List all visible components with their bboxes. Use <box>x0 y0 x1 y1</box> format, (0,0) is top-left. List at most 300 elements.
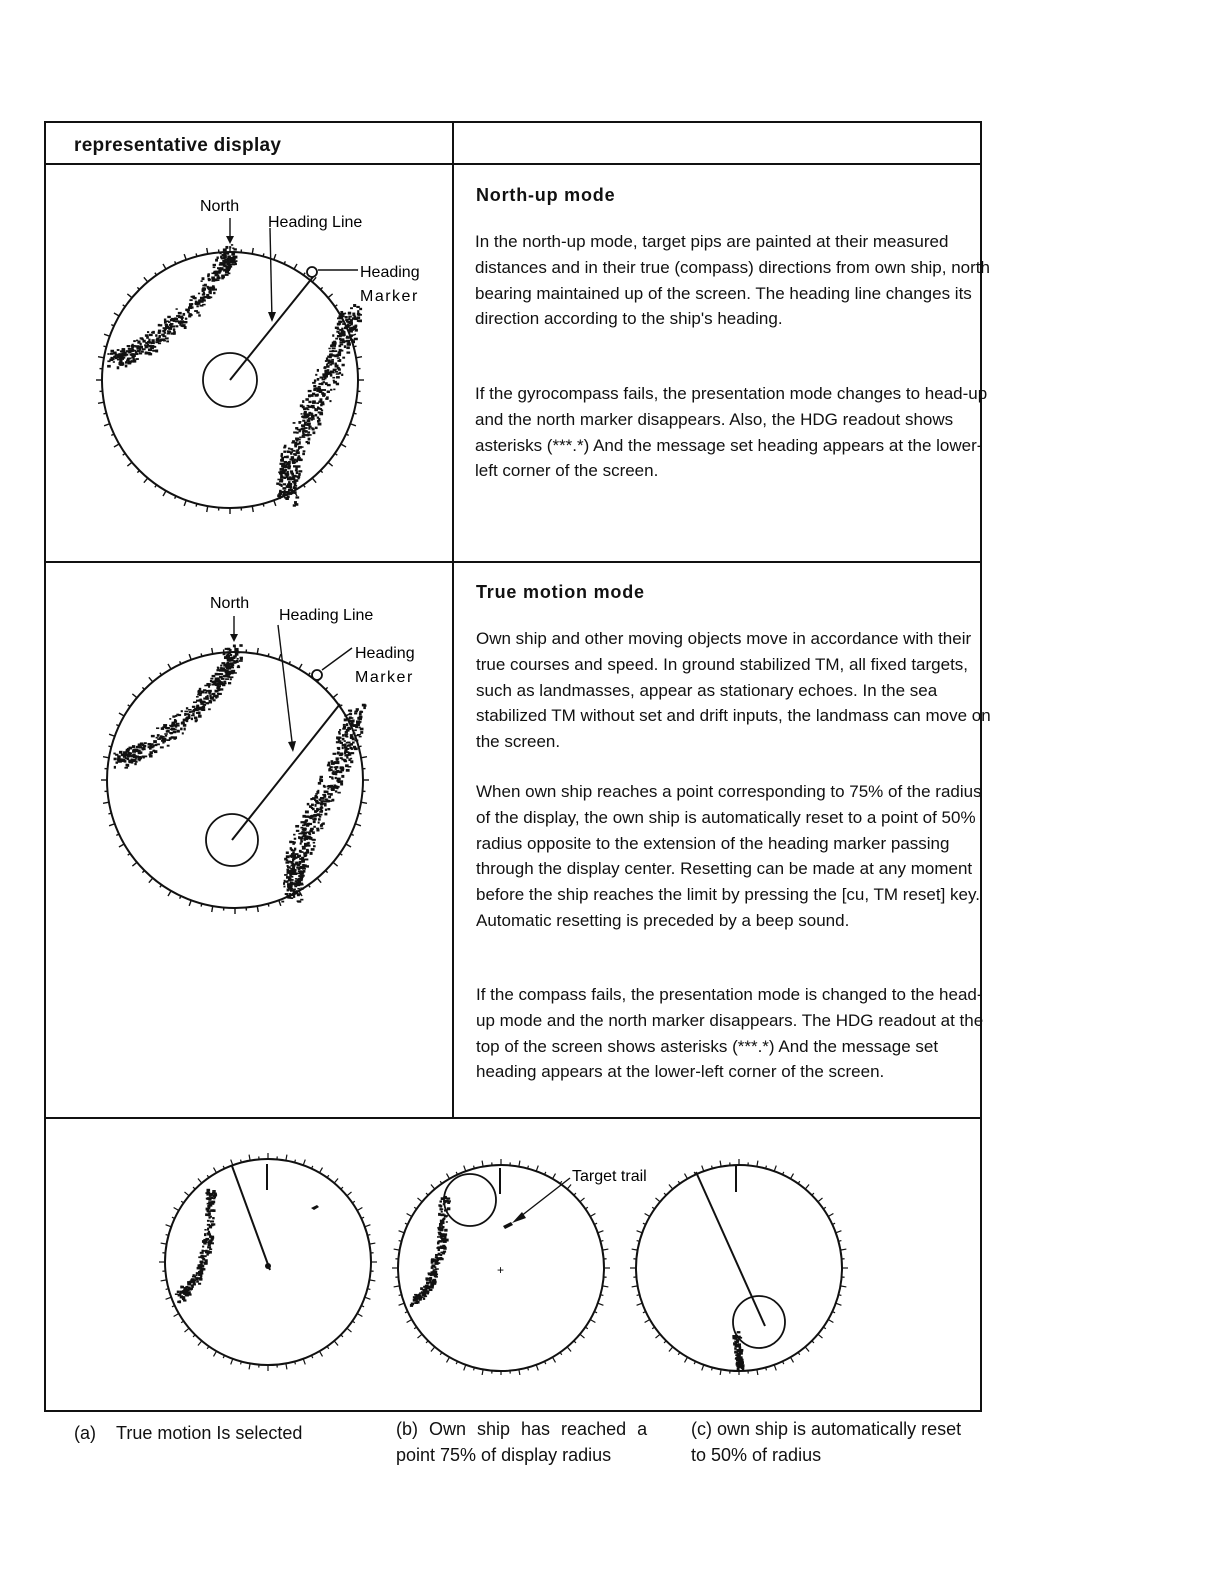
bearing-tick <box>184 500 186 506</box>
echo-dot <box>234 263 237 265</box>
echo-dot <box>232 247 234 249</box>
bearing-tick <box>359 746 362 747</box>
echo-dot <box>337 357 340 359</box>
echo-dot <box>155 341 159 343</box>
bearing-tick <box>279 900 281 906</box>
bearing-tick <box>214 1351 217 1356</box>
echo-dot <box>202 277 205 280</box>
echo-dot <box>305 430 307 432</box>
echo-dot <box>209 692 211 694</box>
echo-dot <box>304 423 307 426</box>
echo-dot <box>208 279 211 281</box>
echo-dot <box>134 763 136 766</box>
bearing-tick <box>268 653 269 656</box>
echo-dot <box>353 316 356 319</box>
echo-dot <box>234 661 237 663</box>
echo-dot <box>135 758 137 760</box>
echo-dot <box>289 870 292 872</box>
echo-dot <box>175 715 177 717</box>
echo-dot <box>217 274 219 277</box>
bearing-tick <box>798 1181 800 1183</box>
echo-dot <box>348 728 350 731</box>
echo-dot <box>296 471 298 474</box>
echo-dot <box>347 342 350 345</box>
echo-dot <box>737 1367 740 1370</box>
bearing-tick <box>142 687 144 689</box>
echo-dot <box>222 667 225 669</box>
echo-dot <box>339 341 343 343</box>
echo-dot <box>439 1205 442 1207</box>
echo-dot <box>335 777 337 779</box>
echo-dot <box>327 391 330 394</box>
echo-dot <box>184 711 188 713</box>
echo-dot <box>298 421 300 424</box>
bearing-tick <box>340 853 342 855</box>
label-heading-1: Heading <box>360 264 420 281</box>
echo-dot <box>741 1362 744 1364</box>
echo-dot <box>294 884 298 886</box>
bearing-tick <box>418 1334 423 1338</box>
echo-dot <box>344 714 346 717</box>
echo-dot <box>298 473 301 476</box>
echo-dot <box>123 751 126 754</box>
echo-dot <box>199 688 201 691</box>
echo-dot <box>307 832 309 834</box>
north-up-paragraph-2: If the gyrocompass fails, the presentation mode changes to head-up and the north marker disappears. Also, the HDG readout shows asterisks (***.*) And the message set heading appears at the lower-left corner of the screen. <box>475 384 988 481</box>
echo-dot <box>202 294 205 296</box>
bearing-tick <box>114 444 119 447</box>
echo-dot <box>181 324 184 327</box>
bearing-tick <box>354 413 357 414</box>
bearing-tick <box>600 1295 603 1296</box>
bearing-tick <box>818 1334 823 1338</box>
echo-dot <box>325 360 328 362</box>
echo-dot <box>201 708 204 711</box>
bearing-tick <box>352 1201 354 1203</box>
echo-dot <box>207 273 209 275</box>
bearing-tick <box>174 1208 179 1211</box>
echo-dot <box>325 382 328 385</box>
echo-dot <box>307 424 310 426</box>
echo-dot <box>421 1287 423 1289</box>
bearing-tick <box>128 705 130 707</box>
echo-dot <box>178 714 181 716</box>
echo-dot <box>295 437 299 439</box>
echo-dot <box>342 747 344 750</box>
echo-dot <box>206 702 209 704</box>
echo-dot <box>737 1331 741 1333</box>
echo-dot <box>305 859 308 861</box>
target-trail-echo-b <box>503 1222 513 1229</box>
bearing-tick <box>602 1249 608 1250</box>
echo-dot <box>328 762 330 764</box>
echo-dot <box>312 839 316 841</box>
echo-dot <box>435 1262 439 1265</box>
bearing-tick <box>669 1347 673 1352</box>
echo-dot <box>209 1248 212 1250</box>
echo-dot <box>297 455 300 458</box>
echo-dot <box>739 1349 743 1352</box>
echo-dot <box>196 705 199 707</box>
bearing-tick <box>347 1192 352 1196</box>
echo-dot <box>301 426 305 428</box>
echo-dot <box>346 742 349 744</box>
echo-dot <box>164 332 166 334</box>
echo-dot <box>320 814 322 816</box>
bearing-tick <box>119 713 124 716</box>
echo-dot <box>126 764 128 767</box>
echo-dot <box>110 353 114 355</box>
bearing-tick <box>231 1359 233 1365</box>
echo-dot <box>206 294 209 297</box>
echo-dot <box>228 682 231 684</box>
echo-dot <box>338 336 342 338</box>
echo-dot <box>338 345 341 347</box>
echo-dot <box>353 732 356 734</box>
bearing-tick <box>791 1174 794 1179</box>
bearing-tick <box>399 1295 402 1296</box>
bearing-tick <box>560 1181 562 1183</box>
echo-dot <box>313 820 316 823</box>
echo-dot <box>323 785 325 787</box>
bearing-tick <box>602 1286 608 1287</box>
bearing-tick <box>163 264 166 269</box>
echo-dot <box>290 473 293 475</box>
echo-dot <box>312 831 315 834</box>
echo-dot <box>316 828 319 830</box>
echo-dot <box>149 751 152 753</box>
echo-dot <box>158 332 161 334</box>
echo-dot <box>217 677 220 679</box>
echo-dot <box>316 402 319 404</box>
echo-dot <box>293 850 296 852</box>
echo-dot <box>204 1243 207 1245</box>
echo-dot <box>212 1217 215 1219</box>
bearing-tick <box>590 1320 595 1323</box>
caption-a-text: True motion Is selected <box>116 1423 303 1443</box>
echo-dot <box>355 711 358 713</box>
echo-dot <box>165 337 169 339</box>
echo-dot <box>307 441 310 444</box>
bearing-tick <box>132 862 137 866</box>
bearing-tick <box>585 1207 587 1209</box>
echo-dot <box>316 809 318 811</box>
own-ship-ring-c <box>733 1296 785 1348</box>
bearing-tick <box>181 1201 183 1203</box>
echo-dot <box>331 354 334 356</box>
echo-dot <box>185 318 187 320</box>
echo-dot <box>329 354 332 357</box>
bearing-tick <box>482 1161 483 1167</box>
echo-dot <box>330 374 332 377</box>
echo-dot <box>442 1245 445 1247</box>
echo-dot <box>302 846 306 848</box>
echo-dot <box>217 690 220 692</box>
bearing-tick <box>212 648 213 654</box>
table-rule-row2 <box>46 1117 980 1119</box>
echo-dot <box>346 351 350 353</box>
echo-dot <box>443 1247 446 1250</box>
heading-line-a <box>232 1166 270 1270</box>
echo-dot <box>328 348 330 350</box>
echo-dot <box>191 718 193 721</box>
echo-dot <box>300 879 302 881</box>
echo-dot <box>325 398 328 400</box>
echo-dot <box>304 427 308 429</box>
echo-dot <box>326 371 329 373</box>
bearing-tick <box>447 1174 450 1179</box>
echo-dot <box>225 272 228 274</box>
bearing-tick <box>528 1367 529 1370</box>
echo-dot <box>440 1234 443 1237</box>
echo-dot <box>319 778 322 780</box>
echo-dot <box>160 746 164 748</box>
echo-dot <box>192 1286 194 1288</box>
echo-dot <box>346 346 350 349</box>
bearing-tick <box>160 673 162 675</box>
echo-dot <box>342 364 345 367</box>
echo-dot <box>230 258 234 261</box>
echo-dot <box>187 1281 190 1283</box>
bearing-tick <box>303 1160 305 1166</box>
echo-dot <box>280 476 282 479</box>
heading-line-2 <box>232 704 340 840</box>
echo-dot <box>290 861 293 864</box>
bearing-tick <box>702 1365 704 1371</box>
echo-dot <box>167 745 170 747</box>
echo-dot <box>220 667 222 669</box>
echo-dot <box>338 315 340 318</box>
echo-dot <box>171 728 175 731</box>
bearing-tick <box>712 1367 713 1370</box>
bearing-scale-2 <box>101 646 369 914</box>
echo-dot <box>155 334 157 337</box>
echo-dot <box>200 300 203 302</box>
echo-dot <box>220 688 223 690</box>
echo-dot <box>207 1234 211 1236</box>
echo-dot <box>233 256 236 258</box>
echo-dot <box>291 442 295 444</box>
bearing-tick <box>678 1181 680 1183</box>
bearing-tick <box>295 1160 296 1163</box>
echo-dot <box>336 365 339 368</box>
echo-dot <box>298 431 300 433</box>
echo-dot <box>147 331 149 333</box>
echo-dot <box>210 1209 214 1212</box>
echo-dot <box>358 314 360 316</box>
echo-dot <box>202 285 206 287</box>
echo-dot <box>140 337 144 339</box>
echo-dot <box>208 1251 212 1254</box>
echo-dot <box>426 1283 429 1285</box>
echo-dot <box>314 818 317 821</box>
caption-c-line1: (c) own ship is automatically reset <box>691 1419 962 1439</box>
caption-b-line1: (b) Own ship has reached a <box>396 1419 648 1439</box>
echo-dot <box>299 459 303 461</box>
echo-dot <box>198 715 202 718</box>
echo-dot <box>223 269 226 272</box>
echo-dot <box>310 828 313 831</box>
echo-dot <box>192 713 194 716</box>
north-up-title: North-up mode <box>476 185 616 205</box>
echo-dot <box>288 448 290 450</box>
echo-dot <box>296 882 300 884</box>
echo-dot <box>206 697 209 699</box>
echo-dot <box>145 342 148 344</box>
echo-dot <box>195 720 197 722</box>
echo-dot <box>433 1259 436 1261</box>
echo-dot <box>359 736 362 738</box>
echo-dot <box>293 896 295 898</box>
echo-dot <box>184 728 186 731</box>
echo-dot <box>309 805 312 808</box>
bearing-tick <box>840 1249 846 1250</box>
echo-dot <box>186 707 188 709</box>
echo-dot <box>348 336 351 339</box>
bearing-tick <box>149 677 153 682</box>
echo-dot <box>324 376 326 379</box>
echo-dot <box>315 804 317 807</box>
bearing-tick <box>369 1280 375 1281</box>
bearing-tick <box>104 334 110 336</box>
echo-dot <box>231 657 234 660</box>
echo-dot <box>117 755 120 758</box>
echo-dot <box>303 430 306 432</box>
echo-dot <box>336 331 339 333</box>
echo-dot <box>175 1293 178 1295</box>
echo-dot <box>327 793 330 795</box>
bearing-tick <box>327 1346 329 1348</box>
echo-dot <box>288 879 291 882</box>
bearing-tick <box>294 264 297 269</box>
echo-dot <box>329 356 332 358</box>
echo-dot <box>107 353 109 355</box>
echo-dot <box>183 313 186 316</box>
echo-dot <box>342 728 345 730</box>
echo-dot <box>426 1287 430 1289</box>
echo-dot <box>347 748 349 750</box>
echo-dot <box>311 848 315 851</box>
bearing-tick <box>252 248 253 254</box>
echo-dot <box>302 400 304 403</box>
echo-dot <box>197 693 199 695</box>
echo-dot <box>444 1216 447 1218</box>
echo-dot <box>155 744 158 746</box>
echo-dot <box>296 867 298 869</box>
echo-dot <box>346 769 350 772</box>
true-motion-paragraph-1: Own ship and other moving objects move in accordance with their true courses and speed. In ground stabilized TM, all fixed targets, such as landmasses, appear as stationary echoes. In the sea stabilized TM without set and drift inputs, the landmass can move on the screen. <box>476 629 991 752</box>
echo-dot <box>308 427 310 429</box>
echo-dot <box>283 882 285 885</box>
echo-dot <box>341 374 343 376</box>
label-target-trail: Target trail <box>572 1168 647 1185</box>
echo-dot <box>346 340 350 343</box>
bearing-tick <box>308 673 310 675</box>
echo-dot <box>152 331 155 334</box>
echo-dot <box>224 681 227 683</box>
echo-dot <box>131 353 134 356</box>
echo-dot <box>166 340 169 342</box>
echo-dot <box>222 254 225 256</box>
echo-dot <box>301 861 303 863</box>
bearing-tick <box>103 802 109 803</box>
echo-dot <box>107 365 111 368</box>
echo-dot <box>209 1195 213 1197</box>
echo-dot <box>218 269 221 272</box>
echo-dot <box>283 451 286 453</box>
echo-dot <box>337 761 339 764</box>
bearing-tick <box>286 1155 287 1161</box>
bearing-tick <box>174 1314 179 1317</box>
echo-dot <box>213 289 217 291</box>
bearing-tick <box>303 273 305 275</box>
bearing-tick <box>567 1185 571 1190</box>
echo-dot <box>151 342 155 344</box>
true-motion-title: True motion mode <box>476 582 645 602</box>
echo-dot <box>360 717 362 719</box>
echo-dot <box>308 390 312 392</box>
heading-marker-2 <box>312 670 322 680</box>
echo-dot <box>312 382 316 384</box>
echo-dot <box>330 793 333 796</box>
bearing-tick <box>356 357 362 358</box>
echo-dot <box>337 747 340 749</box>
bearing-tick <box>181 1321 183 1323</box>
echo-dot <box>318 821 320 823</box>
echo-dot <box>300 821 303 823</box>
echo-dot <box>180 728 182 731</box>
echo-dot <box>309 818 312 820</box>
bearing-tick <box>249 1363 250 1369</box>
bearing-tick <box>335 305 337 307</box>
echo-dot <box>732 1335 734 1338</box>
echo-dot <box>326 365 330 368</box>
echo-dot <box>329 363 332 365</box>
bearing-tick <box>341 1335 343 1337</box>
echo-dot <box>316 802 319 804</box>
bearing-tick <box>123 453 125 455</box>
echo-dot <box>239 660 243 662</box>
echo-dot <box>285 491 288 494</box>
echo-dot <box>304 843 306 845</box>
bearing-tick <box>528 1166 529 1169</box>
bearing-tick <box>149 878 153 883</box>
echo-dot <box>313 401 315 403</box>
bearing-tick <box>184 254 186 260</box>
bearing-tick <box>600 1241 603 1242</box>
bearing-tick <box>720 1161 721 1167</box>
echo-dot <box>337 778 341 781</box>
echo-dot <box>178 312 182 315</box>
bearing-tick <box>426 1193 428 1195</box>
echo-dot <box>297 429 301 431</box>
echo-dot <box>339 338 342 340</box>
bearing-tick <box>474 1166 475 1169</box>
echo-dot <box>320 404 323 406</box>
echo-dot <box>227 264 229 266</box>
echo-dot <box>284 858 287 860</box>
echo-dot <box>356 724 360 727</box>
echo-dot <box>142 348 146 350</box>
echo-dot <box>217 667 219 669</box>
echo-dot <box>309 833 312 835</box>
echo-dot <box>445 1239 449 1242</box>
bearing-tick <box>440 1352 442 1354</box>
bearing-tick <box>574 1341 576 1343</box>
echo-dot <box>413 1300 417 1302</box>
bearing-tick <box>168 664 171 669</box>
echo-dot <box>432 1272 436 1274</box>
